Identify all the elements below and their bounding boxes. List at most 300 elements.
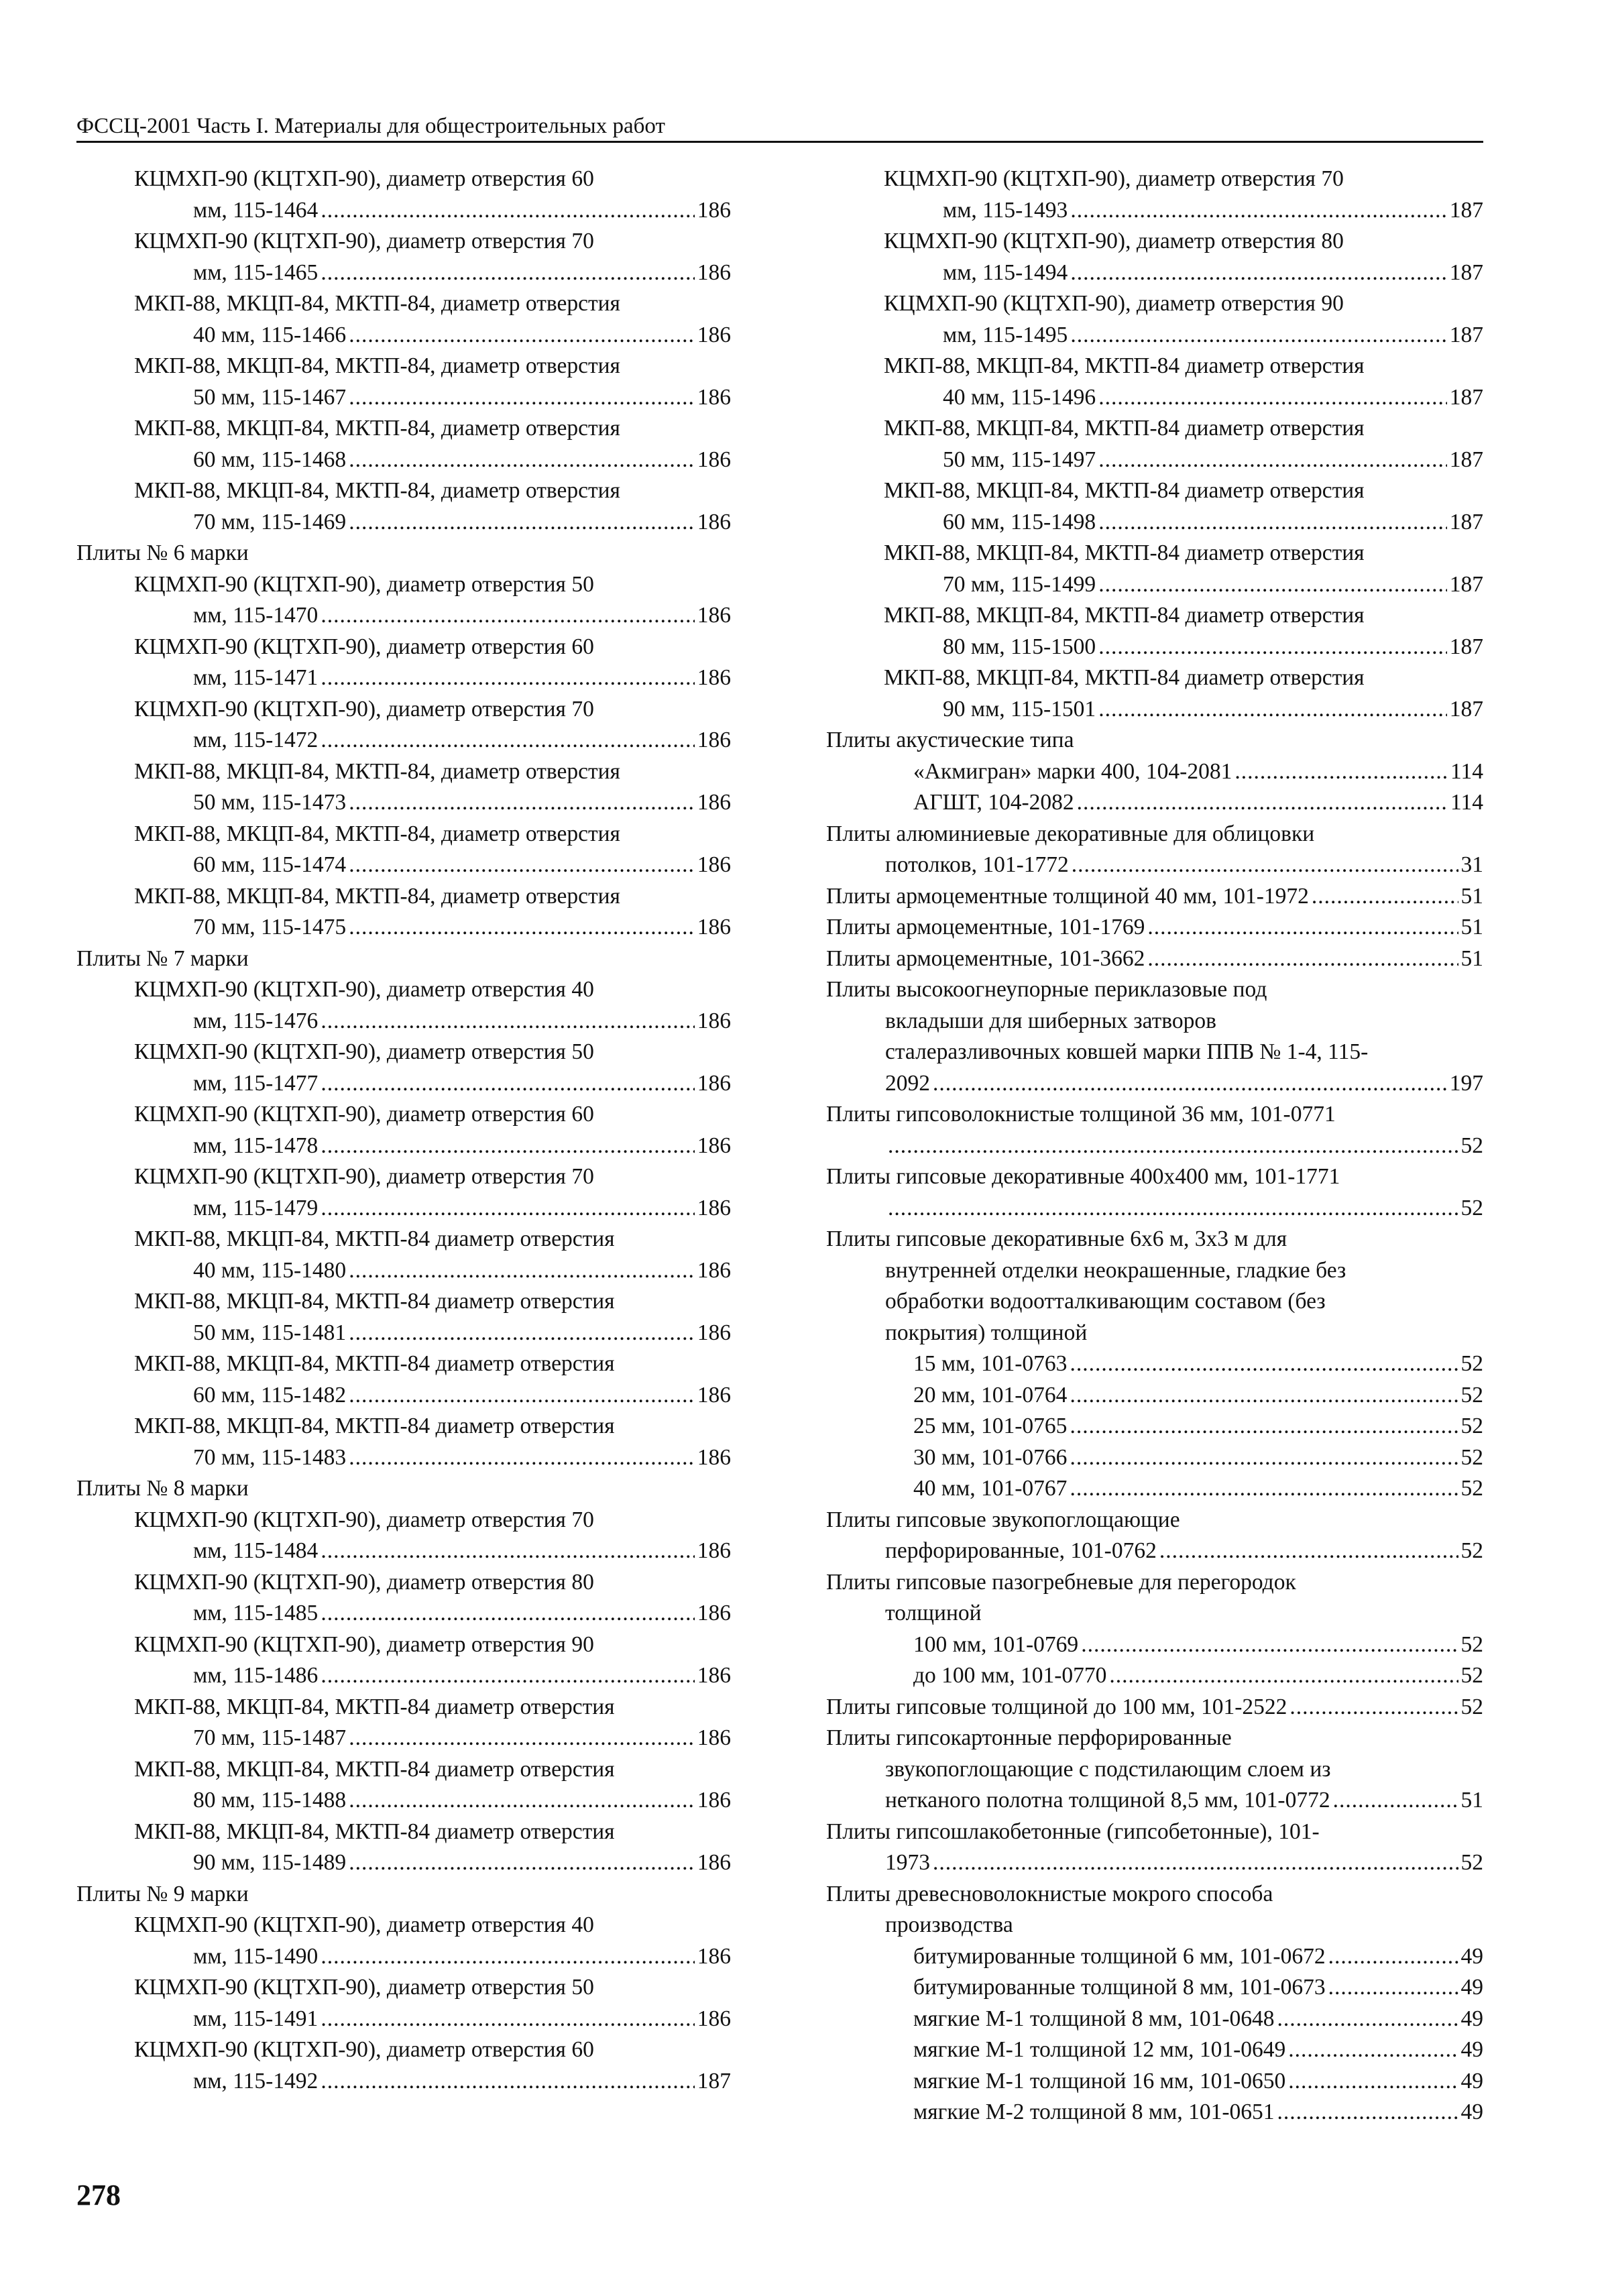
entry-label: 15 мм, 101-0763 [913,1351,1068,1376]
leader-dots [349,445,695,476]
leader-dots [1077,787,1448,819]
leader-dots [1070,1348,1458,1380]
page-reference: 52 [1460,1382,1483,1408]
entry-label: мягкие М-1 толщиной 8 мм, 101-0648 [913,2006,1275,2031]
index-entry [76,694,731,756]
index-column-right [826,164,1483,2128]
index-entry [826,164,1483,226]
page-reference: 49 [1460,2006,1483,2031]
entry-page-row [134,1380,731,1412]
leader-dots [1159,1536,1458,1567]
leader-dots [321,195,694,227]
index-entry [76,1692,731,1754]
page-reference: 52 [1460,1663,1483,1688]
page-reference: 186 [697,1788,731,1813]
page-reference: 186 [697,915,731,939]
entry-label: 30 мм, 101-0766 [913,1444,1068,1470]
leader-dots [321,663,694,694]
entry-text-line: МКП-88, МКЦП-84, МКТП-84, диаметр отверстия [134,416,620,441]
page-reference: 186 [697,1195,731,1220]
entry-label: мягкие М-1 толщиной 12 мм, 101-0649 [913,2037,1286,2062]
index-entry [826,1473,1483,1505]
leader-dots [349,1785,695,1817]
entry-label: 50 мм, 115-1481 [193,1320,347,1345]
entry-label: потолков, 101-1772 [885,852,1069,877]
entry-label: АГШТ, 104-2082 [913,790,1074,815]
leader-dots [1277,2004,1458,2035]
entry-label: мм, 115-1470 [193,603,319,628]
entry-page-row [134,1941,731,1973]
entry-label: 50 мм, 115-1497 [943,447,1096,472]
index-entry [826,1161,1483,1224]
index-entry [76,1161,731,1224]
leader-dots [321,257,694,289]
page-reference: 186 [697,1008,731,1033]
index-entry [826,1442,1483,1474]
entry-page-row [913,2097,1483,2128]
entry-text-line: МКП-88, МКЦП-84, МКТП-84, диаметр отверстия [134,821,620,846]
index-entry [76,974,731,1037]
index-entry [826,288,1483,351]
entry-label: 1973 [885,1850,930,1875]
entry-label: мягкие М-1 толщиной 16 мм, 101-0650 [913,2068,1286,2093]
leader-dots [349,1723,695,1754]
entry-label: 80 мм, 115-1500 [943,634,1096,659]
entry-page-row [884,507,1483,538]
leader-dots [1098,445,1447,476]
leader-dots [321,600,694,632]
entry-text-line: КЦМХП-90 (КЦТХП-90), диаметр отверстия 80 [134,1569,594,1595]
leader-dots [321,2004,694,2035]
index-entry [826,974,1483,1099]
entry-text-line: толщиной [885,1601,982,1625]
entry-text-line: МКП-88, МКЦП-84, МКТП-84 диаметр отверстия [884,665,1365,690]
leader-dots [321,1941,694,1973]
index-entry [76,1411,731,1473]
entry-text-line: Плиты гипсокартонные перфорированные [826,1725,1232,1750]
entry-page-row [134,2066,731,2098]
page-reference: 187 [697,2068,731,2093]
page-reference: 52 [1460,1195,1483,1220]
entry-page-row [134,445,731,476]
page-reference: 186 [697,509,731,534]
entry-page-row [134,1785,731,1817]
entry-text-line: Плиты № 9 марки [76,1881,249,1906]
index-entry [826,600,1483,663]
page-reference: 186 [697,852,731,877]
index-entry [826,1723,1483,1817]
entry-page-row [134,1318,731,1349]
index-entry [826,226,1483,288]
entry-text-line: КЦМХП-90 (КЦТХП-90), диаметр отверстия 60 [134,2037,594,2062]
page-reference: 52 [1460,1476,1483,1501]
entry-label: Плиты гипсовые толщиной до 100 мм, 101-2522 [826,1694,1287,1719]
page-reference: 187 [1449,509,1483,534]
index-entry [76,1817,731,1879]
entry-label: 25 мм, 101-0765 [913,1414,1068,1438]
entry-label: 40 мм, 115-1480 [193,1257,347,1283]
entry-text-line: Плиты древесноволокнистые мокрого способа [826,1881,1273,1906]
index-entry [826,2097,1483,2128]
entry-page-row [913,756,1483,788]
page-reference: 52 [1460,1444,1483,1470]
leader-dots [888,1131,1458,1162]
index-entry [826,881,1483,913]
index-entry [76,1910,731,1972]
entry-text-line: КЦМХП-90 (КЦТХП-90), диаметр отверстия 70 [134,229,594,253]
entry-text-line: МКП-88, МКЦП-84, МКТП-84, диаметр отверстия [134,353,620,378]
index-entry [826,1099,1483,1161]
index-entry [826,725,1483,756]
page-reference: 186 [697,260,731,285]
index-entry [76,1567,731,1629]
entry-text-line: МКП-88, МКЦП-84, МКТП-84 диаметр отверстия [884,540,1365,565]
entry-label: мм, 115-1494 [943,260,1068,285]
index-entry [76,1972,731,2034]
page-reference: 52 [1460,1538,1483,1563]
index-entry [76,351,731,413]
entry-page-row [913,1348,1483,1380]
entry-label: 40 мм, 115-1496 [943,384,1096,410]
entry-label: мм, 115-1485 [193,1601,319,1625]
entry-page-row [134,1193,731,1224]
entry-page-row [134,1131,731,1162]
index-column-left [76,164,731,2097]
entry-page-row [134,787,731,819]
page-reference: 187 [1449,696,1483,722]
index-entry [826,475,1483,538]
index-entry [76,413,731,475]
entry-page-row [913,787,1483,819]
entry-page-row [826,1785,1483,1817]
index-entry [76,2034,731,2097]
entry-text-line: МКП-88, МКЦП-84, МКТП-84 диаметр отверстия [884,478,1365,503]
entry-text-line: КЦМХП-90 (КЦТХП-90), диаметр отверстия 60 [134,1102,594,1127]
page-reference: 187 [1449,260,1483,285]
leader-dots [349,320,695,351]
entry-label: 70 мм, 115-1469 [193,509,347,534]
page-reference: 114 [1450,758,1483,784]
index-entry [826,351,1483,413]
leader-dots [1333,1785,1458,1817]
index-entry [76,943,731,975]
entry-label: до 100 мм, 101-0770 [913,1663,1107,1688]
entry-text-line: МКП-88, МКЦП-84, МКТП-84, диаметр отверстия [134,758,620,784]
index-entry [76,1099,731,1161]
entry-text-line: МКП-88, МКЦП-84, МКТП-84 диаметр отверстия [134,1694,615,1719]
entry-page-row [826,850,1483,881]
entry-label: мм, 115-1472 [193,728,319,752]
entry-text-line: Плиты № 7 марки [76,945,249,971]
index-entry [826,819,1483,881]
entry-text-line: МКП-88, МКЦП-84, МКТП-84 диаметр отверстия [884,603,1365,628]
entry-page-row [913,2066,1483,2098]
index-entry [826,1629,1483,1661]
page-reference: 186 [697,790,731,815]
index-entry [76,288,731,351]
entry-page-row [884,320,1483,351]
entry-label: мм, 115-1484 [193,1538,319,1563]
entry-page-row [913,2034,1483,2066]
entry-label: 70 мм, 115-1499 [943,571,1096,597]
entry-text-line: КЦМХП-90 (КЦТХП-90), диаметр отверстия 60 [134,166,594,191]
page-reference: 51 [1460,945,1483,971]
entry-label: Плиты армоцементные, 101-1769 [826,915,1145,939]
entry-page-row [134,195,731,227]
entry-text-line: МКП-88, МКЦП-84, МКТП-84 диаметр отверстия [134,1756,615,1782]
page-reference: 52 [1460,1414,1483,1438]
entry-text-line: КЦМХП-90 (КЦТХП-90), диаметр отверстия 40 [134,1912,594,1937]
index-entry [76,1629,731,1692]
entry-text-line: МКП-88, МКЦП-84, МКТП-84 диаметр отверстия [884,416,1365,441]
leader-dots [1098,382,1447,414]
leader-dots [321,2066,694,2098]
page-reference: 186 [697,1943,731,1969]
index-entry [826,1380,1483,1412]
leader-dots [1070,320,1446,351]
page-reference: 186 [697,1601,731,1625]
leader-dots [349,507,695,538]
index-entry [826,1224,1483,1348]
page-reference: 186 [697,1320,731,1345]
leader-dots [888,1193,1458,1224]
page-reference: 52 [1460,1694,1483,1719]
index-entry [76,632,731,694]
entry-text-line: КЦМХП-90 (КЦТХП-90), диаметр отверстия 70 [134,1507,594,1532]
page-reference: 187 [1449,322,1483,347]
leader-dots [1070,257,1446,289]
entry-label: мм, 115-1471 [193,665,319,690]
index-entry [76,1286,731,1348]
entry-page-row [134,1723,731,1754]
entry-page-row [826,1193,1483,1224]
entry-text-line: внутренней отделки неокрашенные, гладкие без [885,1257,1346,1283]
entry-text-line: обработки водоотталкивающим составом (без [885,1289,1326,1314]
entry-label: 60 мм, 115-1474 [193,852,347,877]
leader-dots [1289,1692,1458,1723]
entry-page-row [826,1692,1483,1723]
entry-label: 90 мм, 115-1489 [193,1850,347,1875]
entry-label: 60 мм, 115-1468 [193,447,347,472]
page-reference: 186 [697,1725,731,1750]
entry-text-line: МКП-88, МКЦП-84, МКТП-84 диаметр отверстия [134,1289,615,1314]
index-entry [826,1348,1483,1380]
entry-page-row [134,1442,731,1474]
leader-dots [1147,943,1458,975]
page-reference: 49 [1460,2100,1483,2124]
leader-dots [1098,507,1447,538]
entry-text-line: КЦМХП-90 (КЦТХП-90), диаметр отверстия 50 [134,571,594,597]
entry-text-line: производства [885,1912,1013,1937]
index-entry [826,912,1483,943]
entry-page-row [884,445,1483,476]
index-entry [826,1505,1483,1567]
index-entry [826,1567,1483,1629]
index-entry [826,538,1483,600]
entry-text-line: МКП-88, МКЦП-84, МКТП-84 диаметр отверстия [134,1226,615,1251]
entry-label: мм, 115-1493 [943,197,1068,223]
entry-text-line: КЦМХП-90 (КЦТХП-90), диаметр отверстия 50 [134,1975,594,2000]
entry-label: мягкие М-2 толщиной 8 мм, 101-0651 [913,2100,1275,2124]
page-reference: 186 [697,665,731,690]
page-reference: 186 [697,1663,731,1688]
leader-dots [1081,1629,1458,1661]
entry-page-row [134,912,731,943]
entry-text-line: КЦМХП-90 (КЦТХП-90), диаметр отверстия 50 [134,1039,594,1064]
leader-dots [1070,1442,1458,1474]
entry-label: мм, 115-1478 [193,1133,319,1158]
entry-page-row [913,1941,1483,1973]
leader-dots [321,1006,694,1037]
index-entry [76,756,731,819]
entry-page-row [913,1380,1483,1412]
entry-page-row [884,632,1483,663]
entry-text-line: МКП-88, МКЦП-84, МКТП-84, диаметр отверстия [134,291,620,316]
leader-dots [349,382,695,414]
entry-text-line: сталеразливочных ковшей марки ППВ № 1-4, 115- [885,1039,1369,1064]
entry-label: перфорированные, 101-0762 [885,1538,1157,1563]
entry-label: нетканого полотна толщиной 8,5 мм, 101-0772 [885,1788,1330,1813]
entry-label: 50 мм, 115-1473 [193,790,347,815]
leader-dots [321,1131,694,1162]
entry-label: битумированные толщиной 6 мм, 101-0672 [913,1943,1326,1969]
entry-text-line: Плиты алюминиевые декоративные для облицовки [826,821,1315,846]
entry-label: мм, 115-1492 [193,2068,319,2093]
entry-page-row [913,1473,1483,1505]
entry-page-row [134,320,731,351]
entry-page-row [134,663,731,694]
leader-dots [349,787,695,819]
page-reference: 186 [697,322,731,347]
entry-page-row [913,2004,1483,2035]
leader-dots [349,1442,695,1474]
index-entry [826,1660,1483,1692]
entry-text-line: МКП-88, МКЦП-84, МКТП-84 диаметр отверстия [134,1414,615,1438]
entry-text-line: Плиты гипсовые пазогребневые для перегородок [826,1569,1296,1595]
entry-page-row [826,1068,1483,1100]
entry-page-row [134,257,731,289]
entry-text-line: звукопоглощающие с подстилающим слоем из [885,1756,1331,1782]
leader-dots [349,1318,695,1349]
entry-label: мм, 115-1486 [193,1663,319,1688]
leader-dots [1109,1660,1458,1692]
index-entry [826,1692,1483,1723]
entry-label: 50 мм, 115-1467 [193,384,347,410]
index-entry [76,475,731,538]
entry-label: мм, 115-1464 [193,197,319,223]
entry-label: 2092 [885,1070,930,1096]
index-entry [76,881,731,943]
entry-label: мм, 115-1465 [193,260,319,285]
leader-dots [349,1255,695,1287]
entry-label: Плиты армоцементные, 101-3662 [826,945,1145,971]
entry-page-row [826,943,1483,975]
index-entry [826,1972,1483,2004]
index-entry [76,164,731,226]
leader-dots [349,1847,695,1879]
leader-dots [1070,1473,1458,1505]
index-entry [826,787,1483,819]
entry-text-line: КЦМХП-90 (КЦТХП-90), диаметр отверстия 60 [134,634,594,659]
index-entry [826,413,1483,475]
leader-dots [1072,850,1458,881]
page-reference: 186 [697,1538,731,1563]
entry-label: 100 мм, 101-0769 [913,1631,1079,1657]
leader-dots [1328,1941,1458,1973]
entry-page-row [134,1660,731,1692]
entry-label: 60 мм, 115-1482 [193,1382,347,1408]
page-reference: 52 [1460,1133,1483,1158]
entry-page-row [913,1442,1483,1474]
entry-page-row [913,1629,1483,1661]
entry-page-row [134,1598,731,1629]
entry-label: 70 мм, 115-1487 [193,1725,347,1750]
entry-label: 40 мм, 115-1466 [193,322,347,347]
entry-page-row [826,881,1483,913]
leader-dots [1234,756,1448,788]
entry-text-line: КЦМХП-90 (КЦТХП-90), диаметр отверстия 70 [134,1164,594,1189]
entry-text-line: Плиты гипсовые декоративные 400x400 мм, 101-1771 [826,1164,1340,1189]
entry-page-row [826,1847,1483,1879]
leader-dots [349,1380,695,1412]
entry-text-line: вкладыши для шиберных затворов [885,1008,1216,1033]
index-entry [76,538,731,569]
entry-label: мм, 115-1476 [193,1008,319,1033]
index-entry [76,1505,731,1567]
entry-text-line: Плиты № 6 марки [76,540,249,565]
page-reference: 49 [1460,2068,1483,2093]
entry-text-line: МКП-88, МКЦП-84, МКТП-84, диаметр отверстия [134,478,620,503]
entry-label: мм, 115-1479 [193,1195,319,1220]
entry-page-row [134,2004,731,2035]
entry-text-line: МКП-88, МКЦП-84, МКТП-84 диаметр отверстия [884,353,1365,378]
page-reference: 186 [697,1382,731,1408]
entry-text-line: Плиты высокоогнеупорные периклазовые под [826,977,1267,1002]
leader-dots [1070,195,1446,227]
leader-dots [1098,694,1447,726]
index-entry [826,943,1483,975]
entry-page-row [826,912,1483,943]
leader-dots [1098,632,1447,663]
page-reference: 186 [697,447,731,472]
index-entry [826,1941,1483,1973]
leader-dots [1277,2097,1458,2128]
entry-page-row [134,1255,731,1287]
leader-dots [321,1193,694,1224]
entry-text-line: КЦМХП-90 (КЦТХП-90), диаметр отверстия 90 [134,1631,594,1657]
page-reference: 49 [1460,1943,1483,1969]
entry-text-line: Плиты гипсоволокнистые толщиной 36 мм, 101-0771 [826,1102,1336,1127]
index-entry [76,1348,731,1411]
page-reference: 186 [697,197,731,223]
index-entry [76,226,731,288]
entry-label: 80 мм, 115-1488 [193,1788,347,1813]
entry-page-row [134,1847,731,1879]
entry-page-row [884,195,1483,227]
index-entry [826,1817,1483,1879]
entry-label: мм, 115-1491 [193,2006,319,2031]
entry-page-row [134,850,731,881]
leader-dots [321,1660,694,1692]
index-entry [826,663,1483,725]
index-entry [826,2034,1483,2066]
index-entry [76,819,731,881]
index-entry [76,569,731,632]
page-reference: 186 [697,1257,731,1283]
leader-dots [1070,1380,1458,1412]
entry-label: 60 мм, 115-1498 [943,509,1096,534]
leader-dots [349,912,695,943]
